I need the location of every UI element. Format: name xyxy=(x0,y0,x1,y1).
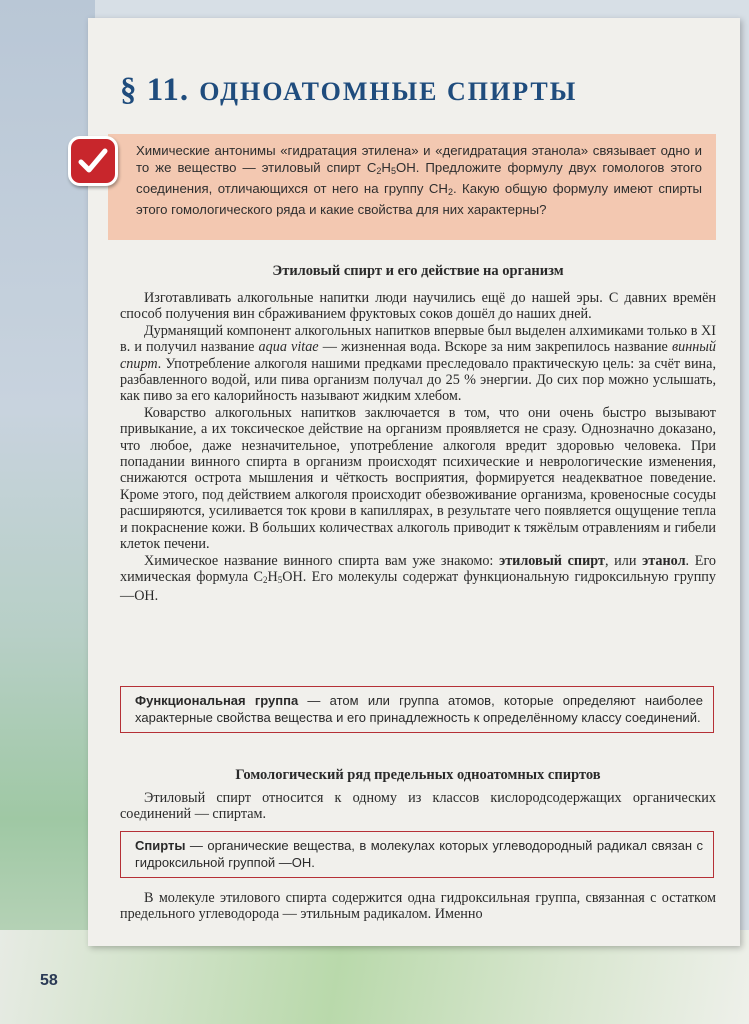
paragraph: Химическое название винного спирта вам уже знакомо: этиловый спирт, или этанол. Его химическая формула $C_2H_5OH$. Его молекулы содержат функциональную гидроксильную группу —OH. xyxy=(120,552,716,605)
section-number: § 11. xyxy=(120,72,190,108)
section-heading-ethanol: Этиловый спирт и его действие на организм xyxy=(272,263,564,279)
intro-sub-2: 5 xyxy=(390,166,396,176)
intro-question-box xyxy=(108,134,716,240)
definition-text: — органические вещества, в молекулах которых углеводородный радикал связан с гидроксильной группой —OH. xyxy=(135,838,703,870)
intro-text-1: Химические антонимы «гидратация этилена» и «дегидратация этанола» связывает одно и то же вещество — этиловый спирт C xyxy=(136,143,702,175)
definition-box-alcohols xyxy=(120,831,714,878)
page-title xyxy=(120,72,640,109)
intro-text-2: H xyxy=(381,160,391,175)
definition-term: Спирты xyxy=(135,838,186,853)
definition-term: Функциональная группа xyxy=(135,693,299,708)
paragraph: Дурманящий компонент алкогольных напитков впервые был выделен алхимиками только в XI в. и получил название aqua vitae — жизненная вода. Вскоре за ним закрепилось название винный спирт. Употребление алкоголя нашими предками преследовало практическую цель: за счёт вина, разбавленного водой, или пива организм получал до 25 % энергии. До сих пор можно услышать, как пиво за его калорийность называют жидким хлебом. xyxy=(120,322,716,405)
page-number: 58 xyxy=(40,972,58,989)
paragraph: Коварство алкогольных напитков заключается в том, что они очень быстро вызывают привыкание, а их токсическое действие на организм проявляется не сразу. Однозначно доказано, что любое, даже незначительное, употребление алкоголя вредит здоровью человека. При попадании винного спирта в организм происходят психические и неврологические изменения, снижаются острота мышления и чёткость восприятия, формируется неадекватное поведение. Кроме этого, под действием алкоголя происходит обезвоживание организма, кровеносные сосуды расширяются, усиливается ток крови в капиллярах, в результате чего появляется ощущение тепла и покраснение кожи. В больших количествах алкоголь приводит к тяжёлым отравлениям и гибели клеток печени. xyxy=(120,404,716,553)
definition-text: — атом или группа атомов, которые определяют наиболее характерные свойства вещества и его принадлежность к определённому классу соединений. xyxy=(135,693,703,725)
section-heading-homologous: Гомологический ряд предельных одноатомных спиртов xyxy=(235,767,601,783)
section-title-text: ОДНОАТОМНЫЕ СПИРТЫ xyxy=(199,77,578,106)
section-body-ethanol xyxy=(120,290,716,605)
section-body-continued xyxy=(120,890,716,923)
intro-text-3: OH. Предложите формулу двух гомологов этого соединения, отличающихся от него на группу CH xyxy=(136,160,702,196)
intro-text-4: . Какую общую формулу имеют спирты этого гомологического ряда и какие свойства для них характерны? xyxy=(136,181,703,217)
intro-sub-3: 2 xyxy=(447,187,453,197)
paragraph: Изготавливать алкогольные напитки люди научились ещё до нашей эры. С давних времён способ получения вин сбраживанием фруктовых соков дошёл до наших дней. xyxy=(120,290,716,323)
definition-box-functional-group xyxy=(120,686,714,733)
section-body-homologous xyxy=(120,790,716,823)
checkmark-icon xyxy=(68,136,118,186)
paragraph: В молекуле этилового спирта содержится одна гидроксильная группа, связанная с остатком предельного углеводорода — этильным радикалом. Именно xyxy=(120,890,716,923)
intro-sub-1: 2 xyxy=(376,166,382,176)
paragraph: Этиловый спирт относится к одному из классов кислородсодержащих органических соединений — спиртам. xyxy=(120,790,716,823)
